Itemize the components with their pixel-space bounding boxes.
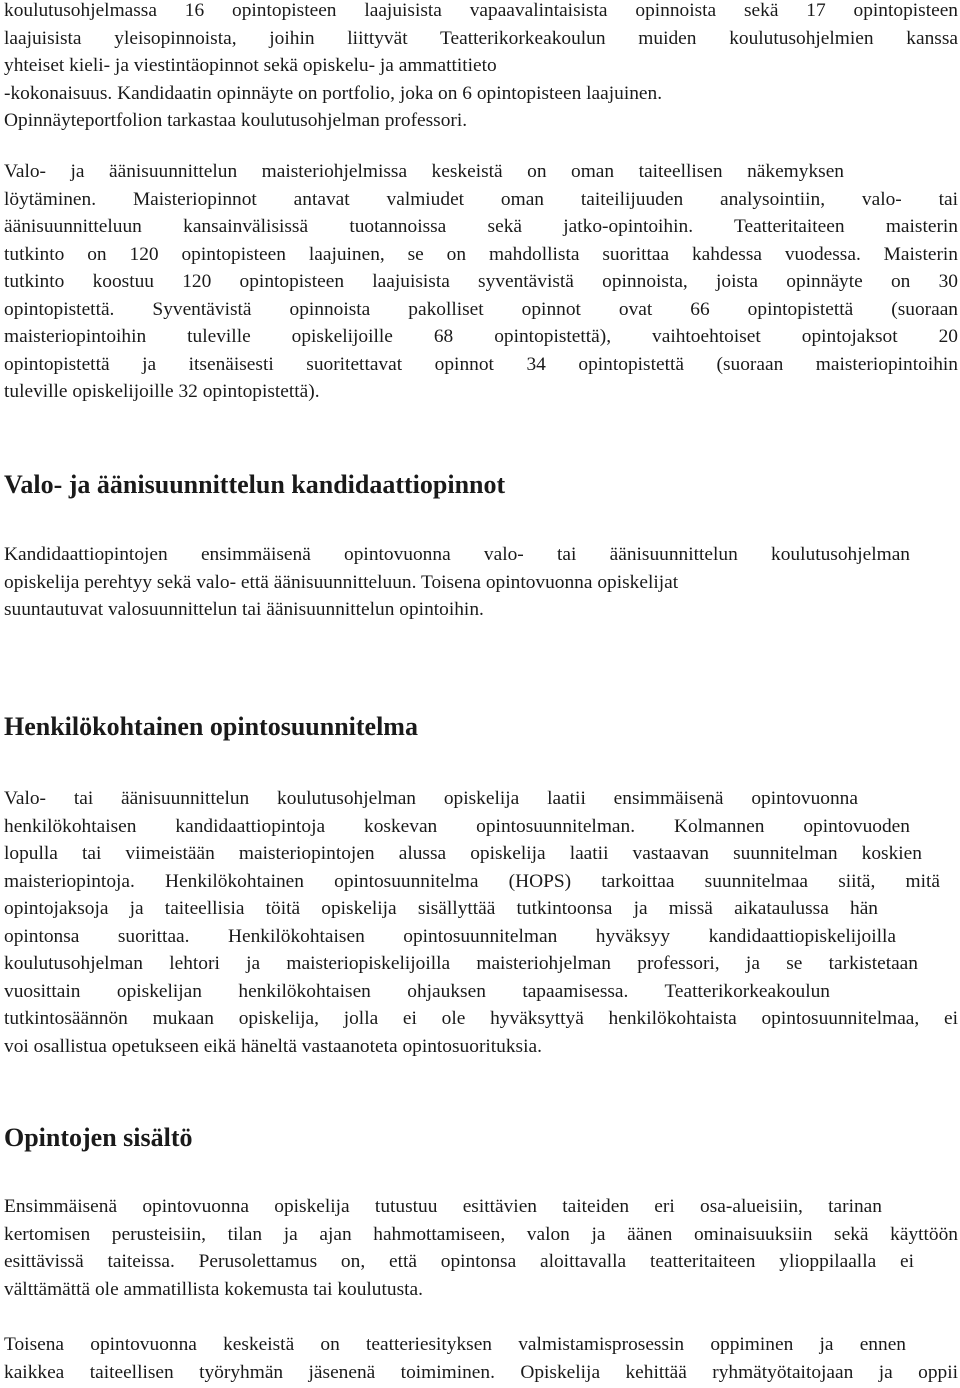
text-line: Toisena opintovuonna keskeistä on teatteriesityksen valmistamisprosessin oppiminen ja ennen [4,1334,906,1355]
text-line: äänisuunnitteluun kansainvälisissä tuotannoissa sekä jatko-opintoihin. Teatteritaiteen maisterin [4,216,958,237]
paragraph-masters-programme [4,158,958,406]
text-line: Ensimmäisenä opintovuonna opiskelija tutustuu esittävien taiteiden eri osa-alueisiin, tarinan [4,1196,882,1217]
paragraph-personal-study-plan [4,785,958,1060]
text-line: -kokonaisuus. Kandidaatin opinnäyte on portfolio, joka on 6 opintopisteen laajuinen. [4,82,663,104]
text-line: suuntautuvat valosuunnittelun tai äänisuunnittelun opintoihin. [4,599,484,620]
text-line: laajuisista yleisopinnoista, joihin liittyvät Teatterikorkeakoulun muiden koulutusohjelmien kanssa [4,27,958,49]
text-line: koulutusohjelman lehtori ja maisteriopiskelijoilla maisteriohjelman professori, ja se tarkistetaan [4,953,918,974]
text-line: tutkinto koostuu 120 opintopisteen laajuisista syventävistä opinnoista, joista opinnäyte on 30 [4,271,958,292]
text-line: opintojaksoja ja taiteellisia töitä opiskelija sisällyttää tutkintoonsa ja missä aikataulussa hän [4,898,878,919]
text-line: tuleville opiskelijoille 32 opintopistettä). [4,381,320,402]
text-line: tutkintosäännön mukaan opiskelija, jolla ei ole hyväksyttyä henkilökohtaista opintosuunnitelmaa, ei [4,1008,958,1029]
text-line: Valo- ja äänisuunnittelun maisteriohjelmissa keskeistä on oman taiteellisen näkemyksen [4,161,844,182]
text-line: Valo- tai äänisuunnittelun koulutusohjelman opiskelija laatii ensimmäisenä opintovuonna [4,788,858,809]
text-line: koulutusohjelmassa 16 opintopisteen laajuisista vapaavalintaisista opinnoista sekä 17 opintopisteen [4,0,958,21]
text-line: välttämättä ole ammatillista kokemusta tai koulutusta. [4,1278,423,1300]
paragraph-degree-structure [4,0,958,135]
paragraph-bachelor-studies [4,541,958,624]
text-line: vuosittain opiskelijan henkilökohtaisen ohjauksen tapaamisessa. Teatterikorkeakoulun [4,980,830,1002]
text-line: löytäminen. Maisteriopinnot antavat valmiudet oman taiteilijuuden analysointiin, valo- tai [4,188,958,210]
text-line: esittävissä taiteissa. Perusolettamus on, että opintonsa aloittavalla teatteritaiteen ylioppilaalla ei [4,1251,914,1272]
text-line: maisteriopintoja. Henkilökohtainen opintosuunnitelma (HOPS) tarkoittaa suunnitelmaa siitä, mitä [4,870,940,892]
section-heading-personal-study-plan: Henkilökohtainen opintosuunnitelma [4,712,418,741]
text-line: kertomisen perusteisiin, tilan ja ajan hahmottamiseen, valon ja äänen ominaisuuksiin sekä käyttöön [4,1223,958,1245]
paragraph-first-year [4,1193,958,1303]
section-heading-study-content: Opintojen sisältö [4,1123,193,1152]
text-line: Opinnäyteportfolion tarkastaa koulutusohjelman professori. [4,110,468,131]
section-heading-bachelor-studies: Valo- ja äänisuunnittelun kandidaattiopinnot [4,470,506,499]
text-line: tutkinto on 120 opintopisteen laajuinen, se on mahdollista suorittaa kahdessa vuodessa. Maisterin [4,243,958,265]
text-line: opintonsa suorittaa. Henkilökohtaisen opintosuunnitelman hyväksyy kandidaattiopiskelijoilla [4,925,896,947]
text-line: kaikkea taiteellisen työryhmän jäsenenä toimiminen. Opiskelija kehittää ryhmätyötaitojaan ja oppii [4,1361,958,1383]
text-line: yhteiset kieli- ja viestintäopinnot sekä opiskelu- ja ammattitieto [4,55,497,76]
text-line: henkilökohtaisen kandidaattiopintoja koskevan opintosuunnitelman. Kolmannen opintovuoden [4,815,910,837]
text-line: maisteriopintoihin tuleville opiskelijoille 68 opintopistettä), vaihtoehtoiset opintojaksot 20 [4,326,958,347]
text-line: opiskelija perehtyy sekä valo- että äänisuunnitteluun. Toisena opintovuonna opiskelijat [4,571,679,593]
text-line: opintopistettä. Syventävistä opinnoista pakolliset opinnot ovat 66 opintopistettä (suoraan [4,298,958,320]
text-line: voi osallistua opetukseen eikä häneltä vastaanoteta opintosuorituksia. [4,1035,542,1057]
text-line: opintopistettä ja itsenäisesti suoritettavat opinnot 34 opintopistettä (suoraan maisteriopintoihin [4,353,958,375]
text-line: Kandidaattiopintojen ensimmäisenä opintovuonna valo- tai äänisuunnittelun koulutusohjelman [4,544,910,565]
paragraph-second-year [4,1331,958,1386]
text-line: lopulla tai viimeistään maisteriopintojen alussa opiskelija laatii vastaavan suunnitelman koskien [4,843,922,864]
